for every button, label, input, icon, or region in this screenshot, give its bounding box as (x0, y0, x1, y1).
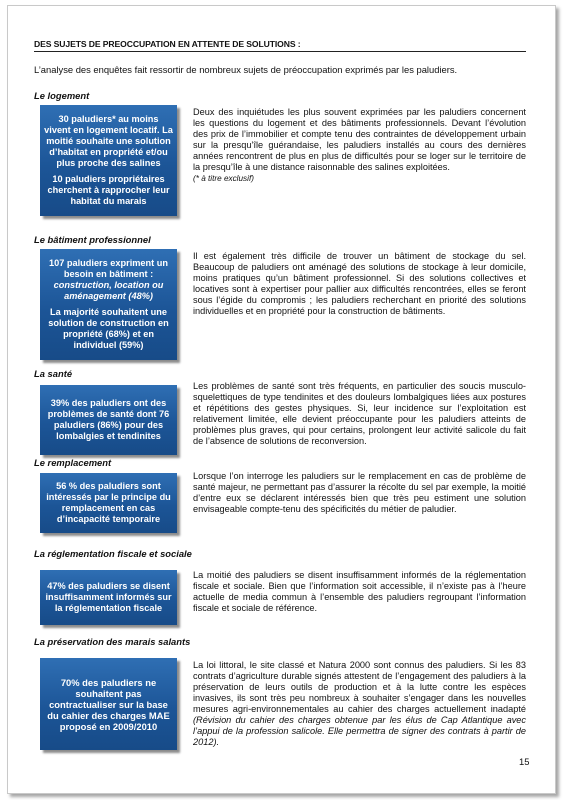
stat-box-batiment (40, 249, 177, 360)
section-title-sante: La santé (34, 368, 73, 379)
stat-box-reglementation (40, 570, 177, 625)
paragraph: La moitié des paludiers se disent insuffisamment informés de la réglementation fiscale et sociale. Bien que l’information soit accessible, il n’existe pas à l’heure actuelle de media commun à l’ensemble des paludiers regroupant l’information fiscale et sociale de référence. (193, 570, 526, 613)
paragraph (193, 660, 526, 748)
intro-paragraph: L’analyse des enquêtes fait ressortir de nombreux sujets de préoccupation exprimés par les paludiers. (34, 64, 458, 75)
stat-box-remplacement (40, 473, 177, 533)
paragraph: Deux des inquiétudes les plus souvent exprimées par les paludiers concernent les questions du logement et des bâtiments professionnels. Devant l’évolution des prix de l’immobilier et compte tenu des contraintes de développement urbain sur la presqu’île guérandaise, les paludiers installés au cours des dernières années rencontrent de plus en plus de difficultés pour se loger sur le territoire de la presqu’île à une distance raisonnable des salines exploitées. (193, 107, 526, 172)
body-text-preservation (193, 660, 526, 748)
section-title-remplacement: Le remplacement (34, 457, 112, 468)
stat-text: 70% des paludiers ne souhaitent pas contractualiser sur la base du cahier des charges MAE proposé en 2009/2010 (47, 676, 170, 732)
section-title-logement: Le logement (34, 90, 90, 101)
footnote: (* à titre exclusif) (193, 174, 254, 183)
body-text-batiment (193, 251, 526, 317)
paragraph: Lorsque l’on interroge les paludiers sur le remplacement en cas de problème de santé majeur, ne permettant pas d’assurer la récolte du sel par exemple, la moitié d’entre eux se déclarent intéressés bien que très peu estiment une solution envisageable compte-tenu des spécificités du métier de paludier. (193, 471, 526, 514)
paragraph: Il est également très difficile de trouver un bâtiment de stockage du sel. Beaucoup de paludiers ont aménagé des solutions de stockage à leur domicile, moins pratiques qu’un bâtiment professionnel. Si des solutions collectives et locatives sont à expertiser pour pallier aux difficultés rencontrées, elles se feront sous l’égide du compromis ; les paludiers recherchant en priorité des solutions individuelles et en propriété pour la construction de bâtiments. (193, 251, 526, 316)
stat-text: 39% des paludiers ont des problèmes de santé dont 76 paludiers (86%) pour des lombalgies et tendinites (47, 398, 170, 441)
paragraph-text: La loi littoral, le site classé et Natura 2000 sont connus des paludiers. Si les 83 contrats d’agriculture durable signés attestent de l’engagement des paludiers à la préservation de leurs outils de production et à la lutte contre les espèces invasives, ils sont très peu nombreux à souhaiter s’engager dans les nouvelles mesures agri-environnementales au cahier des charges actuellement inadapté (193, 660, 526, 714)
stat-text-part: 107 paludiers expriment un besoin en bâtiment : (49, 258, 168, 279)
paragraph-italic: (Révision du cahier des charges obtenue par les élus de Cap Atlantique avec l’appui de la profession salicole. Elle permettra de signer des contrats à partir de 2012). (193, 715, 526, 747)
body-text-sante (193, 381, 526, 447)
stat-box-preservation (40, 658, 177, 750)
stat-box-sante (40, 385, 177, 455)
stat-box-logement (40, 105, 177, 216)
section-title-preservation: La préservation des marais salants (34, 636, 191, 647)
stat-text: La majorité souhaitent une solution de construction en propriété (68%) et en individuel (59%) (48, 307, 169, 350)
section-header: DES SUJETS DE PREOCCUPATION EN ATTENTE DE SOLUTIONS : (34, 39, 526, 52)
stat-text: 47% des paludiers se disent insuffisamment informés sur la réglementation fiscale (45, 581, 172, 613)
stat-text: 30 paludiers* au moins vivent en logement locatif. La moitié souhaite une solution d’habitat en propriété et/ou plus proche des salines (44, 114, 173, 168)
page-number: 15 (519, 756, 530, 767)
body-text-remplacement (193, 471, 526, 515)
stat-text: 10 paludiers propriétaires cherchent à rapprocher leur habitat du marais (47, 174, 170, 206)
body-text-logement (193, 107, 526, 184)
stat-text: 56 % des paludiers sont intéressés par le principe du remplacement en cas d’incapacité temporaire (46, 481, 171, 524)
section-title-batiment: Le bâtiment professionnel (34, 234, 151, 245)
section-title-reglementation: La réglementation fiscale et sociale (34, 548, 192, 559)
stat-text (44, 258, 173, 302)
paragraph: Les problèmes de santé sont très fréquents, en particulier des soucis musculo-squelettiques de type tendinites et des douleurs lombalgiques liées aux postures et répétitions des gestes physiques. Si, leur incidence sur l’exploitation est relativement limitée, elle devient préoccupante pour les paludiers atteints de problèmes plus graves, qui pour certains, prolongent leur activité salicole du fait de l’absence de solutions de reconversion. (193, 381, 526, 446)
document-page (7, 5, 556, 794)
stat-text-italic: construction, location ou aménagement (48%) (53, 280, 164, 301)
body-text-reglementation (193, 570, 526, 614)
